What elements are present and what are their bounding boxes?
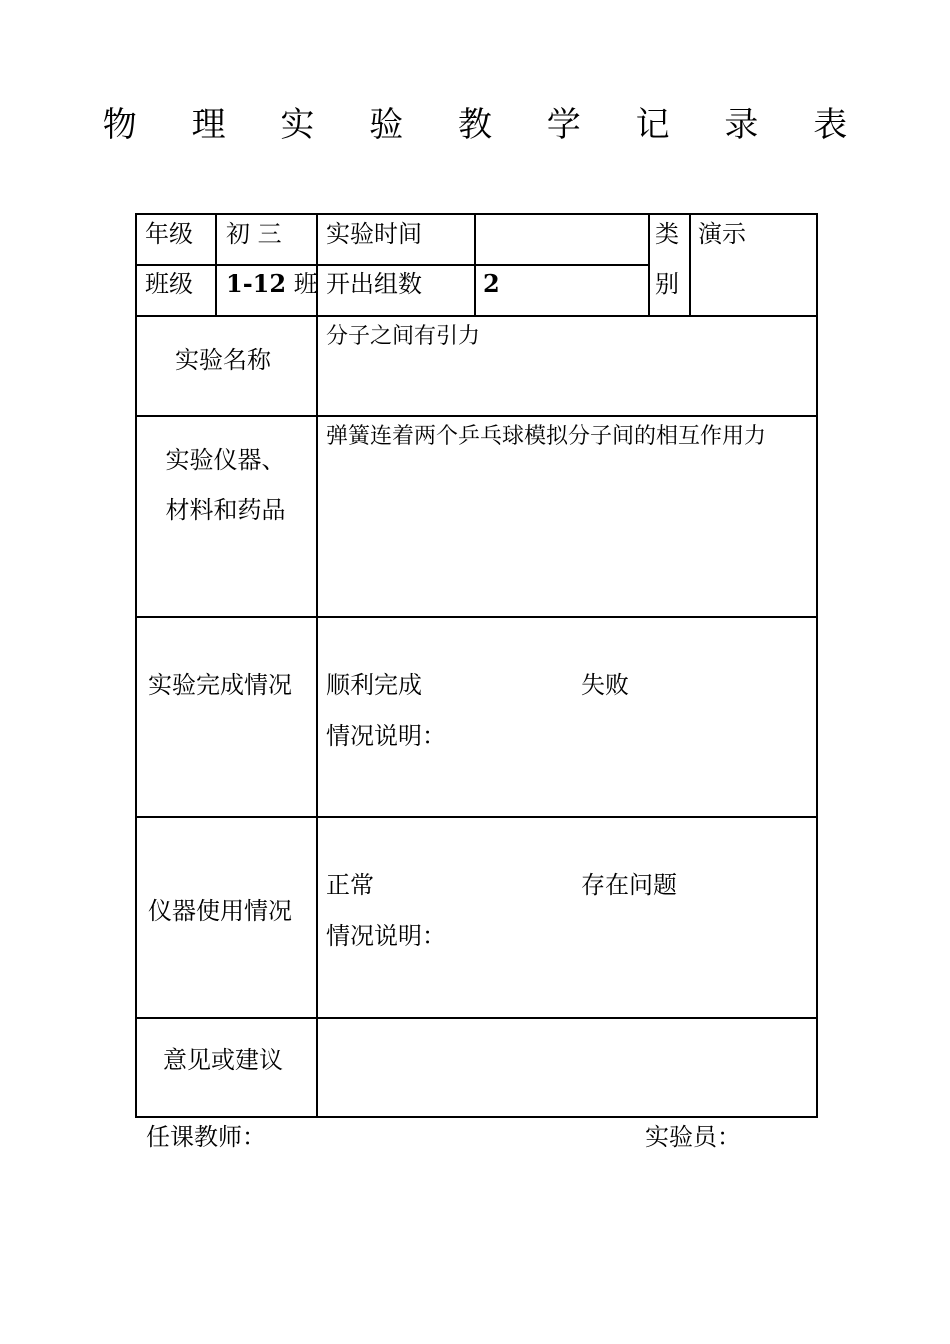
col-divider-1 — [215, 213, 217, 315]
grade-value: 初 三 — [226, 220, 282, 248]
completion-option-success: 顺利完成 — [326, 671, 422, 699]
grade-label: 年级 — [145, 220, 193, 248]
col-divider-2 — [316, 213, 318, 1118]
col-divider-5 — [689, 213, 691, 315]
row-divider-1-left — [135, 264, 215, 266]
equipment-value: 弹簧连着两个乒乓球模拟分子间的相互作用力 — [326, 424, 767, 449]
col-divider-4 — [648, 213, 650, 315]
class-label: 班级 — [145, 270, 193, 298]
equipment-label-line2: 材料和药品 — [165, 496, 286, 524]
completion-note-label: 情况说明： — [326, 722, 446, 750]
row-divider-4 — [135, 616, 818, 618]
usage-label: 仪器使用情况 — [148, 897, 292, 925]
record-table — [135, 213, 818, 1118]
completion-option-fail: 失败 — [581, 671, 629, 699]
equipment-label-line1: 实验仪器、 — [165, 446, 286, 474]
table-border-bottom — [135, 1116, 818, 1118]
usage-note-label: 情况说明： — [326, 922, 446, 950]
col-divider-3 — [474, 213, 476, 315]
row-divider-3 — [135, 415, 818, 417]
teacher-signature-label: 任课教师： — [146, 1123, 266, 1151]
table-border-right — [816, 213, 818, 1118]
table-border-top — [135, 213, 818, 215]
usage-option-problem: 存在问题 — [581, 871, 677, 899]
groups-value: 2 — [483, 269, 500, 298]
groups-label: 开出组数 — [326, 270, 422, 298]
class-value — [226, 269, 318, 299]
time-label: 实验时间 — [326, 220, 422, 248]
table-border-left — [135, 213, 137, 1118]
experiment-name-label: 实验名称 — [175, 346, 271, 374]
lab-staff-signature-label: 实验员： — [645, 1123, 741, 1151]
page-title: 物 理 实 验 教 学 记 录 表 — [102, 105, 870, 145]
class-value-number: 1-12 — [226, 269, 287, 298]
completion-label: 实验完成情况 — [148, 671, 292, 699]
category-label-top: 类 — [655, 220, 679, 248]
row-divider-5 — [135, 816, 818, 818]
row-divider-2 — [135, 315, 818, 317]
opinion-label: 意见或建议 — [163, 1046, 283, 1074]
row-divider-1 — [215, 264, 649, 266]
usage-option-normal: 正常 — [326, 871, 374, 899]
category-value: 演示 — [698, 220, 746, 248]
row-divider-6 — [135, 1017, 818, 1019]
class-value-unit: 班 — [286, 270, 318, 298]
category-label-bottom: 别 — [655, 270, 679, 298]
equipment-label — [135, 435, 316, 535]
experiment-name-value: 分子之间有引力 — [326, 324, 481, 349]
